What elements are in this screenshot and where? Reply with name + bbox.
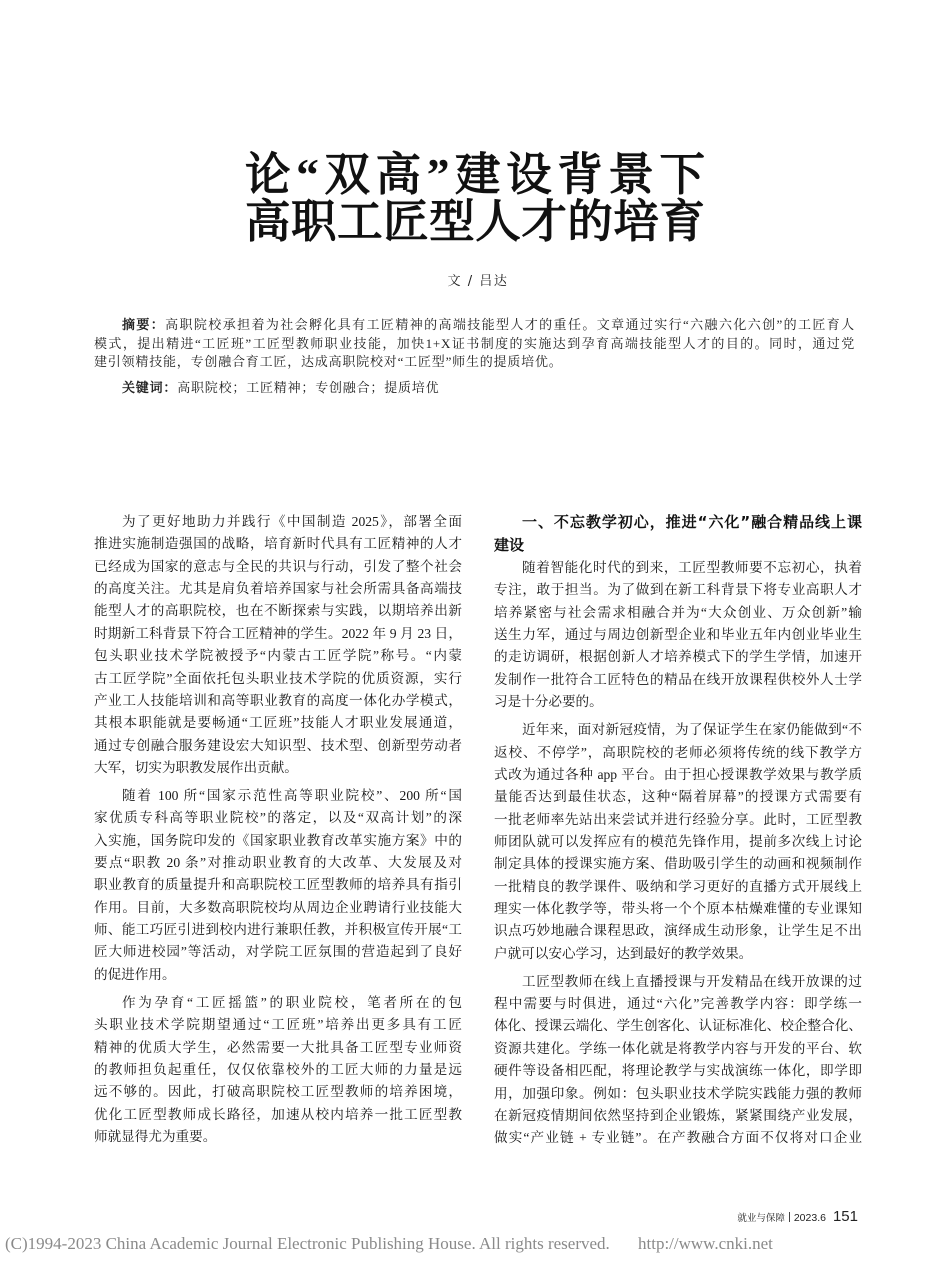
copyright-notice [0,1234,950,1254]
heading-line: 建设 [494,536,525,554]
text-line: 随着智能化时代的到来，工匠型教师要不忘初心，执着 [522,560,862,575]
section-heading [494,511,862,557]
text-line: 师就显得尤为重要。 [94,1128,217,1144]
text-line: 已经成为国家的意志与全民的共识与行动，引发了整个社会 [94,558,462,574]
text-line: 古工匠学院”全面依托包头职业技术学院的优质资源，实行 [94,670,462,686]
text-line: 送生力军，通过与周边创新型企业和毕业五年内创业毕业生 [494,627,862,643]
copyright-text: (C)1994-2023 China Academic Journal Electronic Publishing House. All rights reserved. [5,1234,610,1253]
text-line: 随着 100 所“国家示范性高等职业院校”、200 所“国 [122,787,462,803]
text-line: 识点巧妙地融合课程思政，演绎成生动形象，让学生足不出 [494,923,862,939]
text-line: 量能否达到最佳状态，这种“隔着屏幕”的授课方式需要有 [494,789,862,805]
text-line: 优化工匠型教师成长路径，加速从校内培养一批工匠型教 [94,1106,462,1122]
text-line: 一批精良的教学课件、吸纳和学习更好的直播方式开展线上 [494,878,862,894]
text-line: 工匠型教师在线上直播授课与开发精品在线开放课的过 [522,973,862,989]
text-line: 资源共建化。学练一体化就是将教学内容与开发的平台、软 [494,1040,862,1056]
page-number: 151 [832,1208,858,1225]
abstract [94,316,855,372]
paragraph [94,511,462,779]
text-line: 推进实施制造强国的战略，培育新时代具有工匠精神的人才 [94,536,462,552]
paragraph [94,785,462,986]
paragraph [494,719,862,965]
text-line: 师团队就可以发挥应有的模范先锋作用，提前多次线上讨论 [494,833,862,849]
text-line: 远不够的。因此，打破高职院校工匠型教师的培养困境， [94,1084,462,1100]
text-line: 制定具体的授课实施方案、借助吸引学生的动画和视频制作 [494,856,862,872]
text-line: 硬件等设备相匹配，将理论教学与实战演练一体化，即学即 [494,1063,862,1079]
text-line: 用，加强印象。例如：包头职业技术学院实践能力强的教师 [494,1085,862,1101]
heading-line: 一、不忘教学初心，推进“六化”融合精品线上课 [522,513,862,531]
paragraph [494,557,862,714]
keywords-text: 高职院校；工匠精神；专创融合；提质培优 [177,380,440,395]
cnki-url: http://www.cnki.net [638,1234,773,1253]
keywords [122,379,439,399]
text-line: 师、能工巧匠引进到校内进行兼职任教，并积极宣传开展“工 [94,922,462,938]
text-line: 职业教育的质量提升和高职院校工匠型教师的培养具有指引 [94,877,462,893]
article-title [245,151,705,245]
text-line: 一批老师率先站出来尝试并进行经验分享。此时，工匠型教 [494,811,862,827]
abstract-line [94,316,855,335]
text-line: 专注，敢于担当。为了做到在新工科背景下将专业高职人才 [494,582,862,598]
text-line: 的促进作用。 [94,966,176,982]
journal-name: 就业与保障 [737,1213,785,1224]
text-line: 入实施，国务院印发的《国家职业教育改革实施方案》中的 [94,832,462,848]
text-line: 的走访调研，根据创新人才培养模式下的学生学情，加速开 [494,649,862,665]
text-line: 精神的优质大学生，必然需要一大批具备工匠型专业师资 [94,1039,462,1055]
text-line: 作用。目前，大多数高职院校均从周边企业聘请行业技能大 [94,899,462,915]
text-line: 其根本职能就是要畅通“工匠班”技能人才职业发展通道， [94,715,462,731]
abstract-line: 模式，提出精进“工匠班”工匠型教师职业技能，加快1+X证书制度的实施达到孕育高端技能型人才的目的。同时，通过党 [94,335,855,351]
text-line: 理实一体化教学等，带头将一个个原本枯燥难懂的专业课知 [494,901,862,917]
text-line: 返校、不停学”，高职院校的老师必须将传统的线下教学方 [494,744,862,760]
text-line: 通过专创融合服务建设宏大知识型、技术型、创新型劳动者 [94,737,462,753]
text-line: 发制作一批符合工匠特色的精品在线开放课程供校外人士学 [494,671,862,687]
abstract-label: 摘要： [122,318,166,333]
text-line: 时期新工科背景下符合工匠精神的学生。2022 年 9 月 23 日， [94,625,462,641]
text-line: 为了更好地助力并践行《中国制造 2025》，部署全面 [122,514,462,529]
text-line: 的教师担负起重任，仅仅依靠校外的工匠大师的力量是远 [94,1061,462,1077]
text-line: 在新冠疫情期间依然坚持到企业锻炼，紧紧围绕产业发展， [494,1107,862,1123]
title-line: 论“双高”建设背景下 [245,149,705,200]
article-author: 文 / 吕达 [447,274,509,289]
keywords-label: 关键词： [122,381,178,396]
text-line: 户就可以安心学习，达到最好的教学效果。 [494,945,753,961]
right-column [494,511,862,1150]
text-line: 培养紧密与社会需求相融合并为“大众创业、万众创新”输 [494,604,862,620]
page-footer [737,1208,858,1225]
issue-number: 2023.6 [793,1212,826,1224]
text-line: 体化、授课云端化、学生创客化、认证标准化、校企整合化、 [494,1018,862,1034]
abstract-text: 高职院校承担着为社会孵化具有工匠精神的高端技能型人才的重任。文章通过实行“六融六化六创”的工匠育人 [165,317,855,332]
text-line: 匠大师进校园”等活动，对学院工匠氛围的营造起到了良好 [94,944,462,960]
text-line: 能型人才的高职院校，也在不断探索与实践，以期培养出新 [94,603,462,619]
text-line: 要点“职教 20 条”对推动职业教育的大改革、大发展及对 [94,855,462,871]
text-line: 头职业技术学院期望通过“工匠班”培养出更多具有工匠 [94,1017,462,1033]
text-line: 产业工人技能培训和高等职业教育的高度一体化办学模式， [94,692,462,708]
text-line: 程中需要与时俱进，通过“六化”完善教学内容：即学练一 [494,996,862,1012]
left-column [94,511,462,1148]
text-line: 做实“产业链 + 专业链”。在产教融合方面不仅将对口企业 [494,1130,862,1146]
footer-divider [789,1212,790,1222]
text-line: 作为孕育“工匠摇篮”的职业院校，笔者所在的包 [122,994,462,1010]
title-line: 高职工匠型人才的培育 [245,196,705,247]
text-line: 家优质专科高等职业院校”的落定，以及“双高计划”的深 [94,810,462,826]
text-line: 近年来，面对新冠疫情，为了保证学生在家仍能做到“不 [522,722,862,738]
text-line: 的高度关注。尤其是肩负着培养国家与社会所需具备高端技 [94,581,462,597]
paragraph [494,971,862,1150]
paragraph [94,992,462,1149]
text-line: 式改为通过各种 app 平台。由于担心授课教学效果与教学质 [494,766,862,782]
text-line: 大军，切实为职教发展作出贡献。 [94,759,298,775]
text-line: 习是十分必要的。 [494,694,603,710]
abstract-line: 建引领精技能，专创融合育工匠，达成高职院校对“工匠型”师生的提质培优。 [94,354,563,369]
text-line: 包头职业技术学院被授予“内蒙古工匠学院”称号。“内蒙 [94,648,462,664]
